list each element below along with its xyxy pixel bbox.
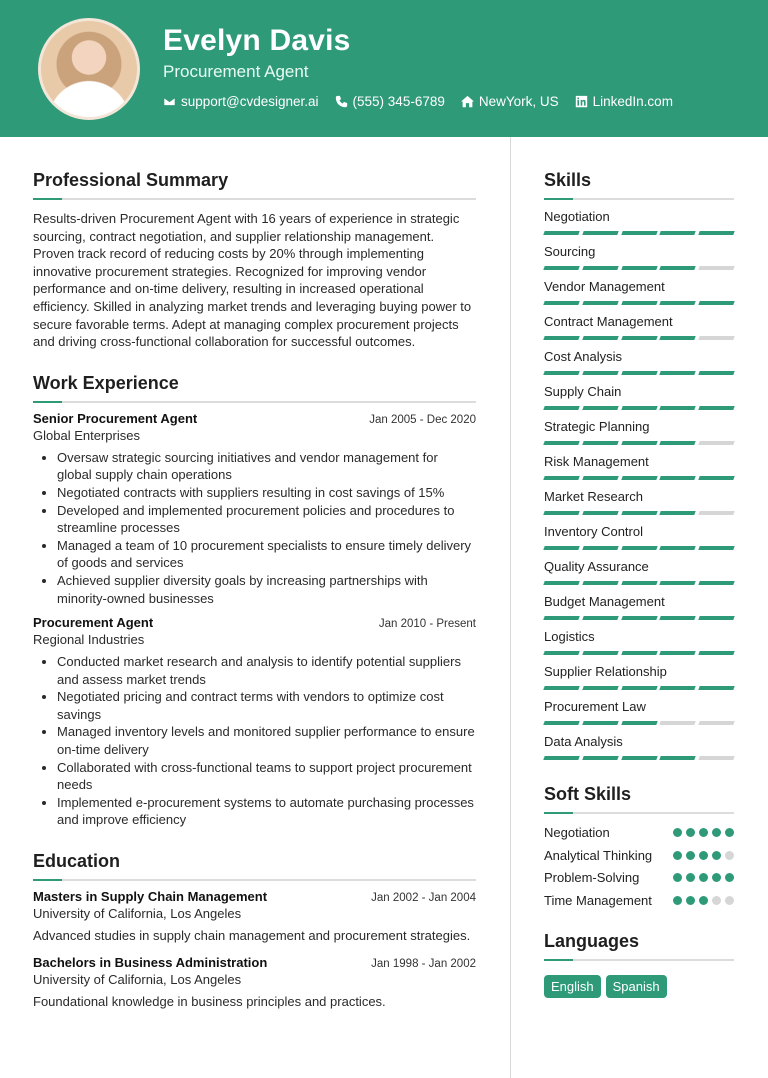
skill-level-segment <box>621 616 657 620</box>
skill-level-bar <box>544 476 734 480</box>
skill-item <box>544 313 734 340</box>
job-header <box>33 411 476 426</box>
skill-name: Budget Management <box>544 594 665 609</box>
skill-level-bar <box>544 336 734 340</box>
contact-location <box>461 94 559 109</box>
contact-email-text: support@cvdesigner.ai <box>181 94 319 109</box>
skill-level-segment <box>660 371 696 375</box>
contact-phone-text: (555) 345-6789 <box>352 94 445 109</box>
soft-skill-item <box>544 869 734 887</box>
rating-dot <box>712 873 721 882</box>
skill-level-segment <box>660 721 696 725</box>
skill-level-segment <box>660 546 696 550</box>
skill-name: Inventory Control <box>544 524 643 539</box>
skill-level-segment <box>621 301 657 305</box>
contact-linkedin[interactable] <box>575 94 673 109</box>
candidate-title: Procurement Agent <box>163 62 309 81</box>
skill-level-bar <box>544 651 734 655</box>
rating-dot <box>686 873 695 882</box>
rating-dot <box>699 828 708 837</box>
summary-section <box>33 168 476 351</box>
skill-level-segment <box>543 581 579 585</box>
skill-level-segment <box>660 581 696 585</box>
sidebar-column <box>544 168 734 998</box>
skill-name: Contract Management <box>544 314 673 329</box>
contact-location-text: NewYork, US <box>478 94 559 109</box>
skill-level-segment <box>660 476 696 480</box>
education-entry <box>33 889 476 945</box>
skill-level-segment <box>698 581 734 585</box>
skill-level-segment <box>582 231 618 235</box>
skill-level-segment <box>543 651 579 655</box>
skill-level-segment <box>660 511 696 515</box>
skill-level-bar <box>544 301 734 305</box>
skill-level-segment <box>698 511 734 515</box>
skill-level-bar <box>544 406 734 410</box>
skill-name: Market Research <box>544 489 643 504</box>
skill-name: Procurement Law <box>544 699 646 714</box>
skill-level-segment <box>621 371 657 375</box>
rating-dot <box>725 896 734 905</box>
skill-name: Logistics <box>544 629 595 644</box>
skill-item <box>544 383 734 410</box>
soft-skill-rating <box>673 896 734 905</box>
skill-level-segment <box>660 756 696 760</box>
education-header <box>33 889 476 904</box>
soft-skill-name: Time Management <box>544 892 652 908</box>
skill-level-segment <box>582 336 618 340</box>
skill-level-segment <box>621 336 657 340</box>
section-rule <box>33 198 476 200</box>
skill-level-segment <box>660 441 696 445</box>
rating-dot <box>673 828 682 837</box>
job-dates: Jan 2005 - Dec 2020 <box>369 413 476 426</box>
skill-level-segment <box>582 721 618 725</box>
skill-level-segment <box>698 756 734 760</box>
section-rule <box>33 879 476 881</box>
skill-item <box>544 348 734 375</box>
skill-level-bar <box>544 616 734 620</box>
soft-skills-section <box>544 782 734 909</box>
skill-level-segment <box>543 266 579 270</box>
skill-name: Supply Chain <box>544 384 622 399</box>
skill-level-bar <box>544 266 734 270</box>
profile-photo <box>38 18 140 120</box>
skill-level-segment <box>621 231 657 235</box>
skill-level-segment <box>582 371 618 375</box>
skill-level-bar <box>544 721 734 725</box>
skills-section <box>544 168 734 760</box>
school-name: University of California, Los Angeles <box>33 971 242 987</box>
job-company: Regional Industries <box>33 632 145 648</box>
skill-level-segment <box>621 476 657 480</box>
language-badge: Spanish <box>606 975 667 998</box>
contact-bar <box>163 94 673 109</box>
skill-level-bar <box>544 756 734 760</box>
skill-level-segment <box>582 406 618 410</box>
education-dates: Jan 1998 - Jan 2002 <box>371 957 476 970</box>
rating-dot <box>699 896 708 905</box>
education-dates: Jan 2002 - Jan 2004 <box>371 892 476 905</box>
skill-level-segment <box>698 441 734 445</box>
skill-level-segment <box>543 476 579 480</box>
rating-dot <box>725 873 734 882</box>
skill-level-segment <box>543 231 579 235</box>
skill-item <box>544 208 734 235</box>
skill-item <box>544 628 734 655</box>
envelope-icon <box>163 95 176 108</box>
job-company: Global Enterprises <box>33 427 140 443</box>
education-list <box>33 889 476 1010</box>
skill-item <box>544 663 734 690</box>
skill-level-bar <box>544 511 734 515</box>
skill-level-segment <box>698 721 734 725</box>
school-name: University of California, Los Angeles <box>33 906 242 922</box>
languages-section <box>544 929 734 998</box>
soft-skill-rating <box>673 873 734 882</box>
skill-level-segment <box>660 406 696 410</box>
skill-level-segment <box>543 301 579 305</box>
soft-skill-list <box>544 824 734 909</box>
skill-level-segment <box>698 336 734 340</box>
soft-skill-item <box>544 847 734 865</box>
skill-item <box>544 523 734 550</box>
rating-dot <box>673 851 682 860</box>
skill-item <box>544 278 734 305</box>
language-list <box>544 975 734 998</box>
section-heading: Soft Skills <box>544 784 632 804</box>
skill-name: Negotiation <box>544 209 610 224</box>
soft-skill-name: Analytical Thinking <box>544 847 653 863</box>
section-heading: Education <box>33 851 121 872</box>
skill-level-segment <box>621 651 657 655</box>
skill-name: Strategic Planning <box>544 419 650 434</box>
column-divider <box>510 137 511 1078</box>
skill-level-segment <box>621 406 657 410</box>
skill-level-bar <box>544 581 734 585</box>
rating-dot <box>712 896 721 905</box>
experience-section <box>33 371 476 829</box>
rating-dot <box>699 873 708 882</box>
skill-level-segment <box>582 476 618 480</box>
contact-phone[interactable] <box>335 94 445 109</box>
skill-level-segment <box>660 651 696 655</box>
skill-level-bar <box>544 441 734 445</box>
skill-level-bar <box>544 371 734 375</box>
section-heading: Work Experience <box>33 372 179 393</box>
job-bullets <box>33 449 476 607</box>
contact-email[interactable] <box>163 94 319 109</box>
skill-item <box>544 243 734 270</box>
section-heading: Professional Summary <box>33 170 229 190</box>
soft-skill-rating <box>673 851 734 860</box>
soft-skill-name: Problem-Solving <box>544 870 640 885</box>
job-bullet: • Oversaw strategic sourcing initiatives and vendor management for global supply chain operations <box>57 449 476 484</box>
skill-level-segment <box>621 756 657 760</box>
skill-level-segment <box>543 546 579 550</box>
skill-name: Cost Analysis <box>544 349 623 364</box>
skill-level-segment <box>582 546 618 550</box>
education-entry <box>33 955 476 1011</box>
skill-level-segment <box>698 231 734 235</box>
skill-level-segment <box>621 686 657 690</box>
skill-level-segment <box>621 511 657 515</box>
job-entry <box>33 411 476 607</box>
skill-item <box>544 453 734 480</box>
skill-level-segment <box>543 371 579 375</box>
skill-level-segment <box>582 301 618 305</box>
section-rule <box>544 198 734 200</box>
soft-skill-item <box>544 892 734 910</box>
skill-name: Supplier Relationship <box>544 664 667 679</box>
rating-dot <box>699 851 708 860</box>
contact-linkedin-text: LinkedIn.com <box>592 94 673 109</box>
job-bullet: • Developed and implemented procurement policies and procedures to streamline processes <box>57 502 476 537</box>
job-bullet: • Managed a team of 10 procurement specialists to ensure timely delivery of goods and services <box>57 537 476 572</box>
skill-item <box>544 418 734 445</box>
skill-level-segment <box>660 336 696 340</box>
job-dates: Jan 2010 - Present <box>378 618 476 631</box>
rating-dot <box>673 873 682 882</box>
job-list <box>33 411 476 829</box>
education-header <box>33 955 476 970</box>
job-header <box>33 615 476 630</box>
skill-level-bar <box>544 546 734 550</box>
skill-level-segment <box>698 616 734 620</box>
skill-item <box>544 698 734 725</box>
skill-level-segment <box>582 266 618 270</box>
section-heading: Skills <box>544 170 592 190</box>
job-bullet: • Collaborated with cross-functional teams to support project procurement needs <box>57 759 476 794</box>
skill-level-segment <box>582 581 618 585</box>
soft-skill-item <box>544 824 734 842</box>
rating-dot <box>712 851 721 860</box>
section-rule <box>544 812 734 814</box>
job-bullets <box>33 653 476 829</box>
job-bullet: • Managed inventory levels and monitored supplier performance to ensure on-time delivery <box>57 723 476 758</box>
skill-item <box>544 733 734 760</box>
job-bullet: • Implemented e-procurement systems to automate purchasing processes and improve efficiency <box>57 794 476 829</box>
skill-level-segment <box>698 301 734 305</box>
education-description: Advanced studies in supply chain management and procurement strategies. <box>33 928 471 944</box>
skill-level-segment <box>660 301 696 305</box>
skill-level-segment <box>660 686 696 690</box>
skill-level-segment <box>543 336 579 340</box>
skill-level-segment <box>698 686 734 690</box>
section-rule <box>33 401 476 403</box>
rating-dot <box>712 828 721 837</box>
skill-level-bar <box>544 231 734 235</box>
skill-level-segment <box>543 756 579 760</box>
rating-dot <box>673 896 682 905</box>
skill-level-segment <box>698 651 734 655</box>
skill-level-segment <box>621 441 657 445</box>
job-title: Senior Procurement Agent <box>33 410 198 426</box>
skill-item <box>544 593 734 620</box>
language-badge: English <box>544 975 601 998</box>
candidate-name: Evelyn Davis <box>163 24 351 57</box>
skill-name: Sourcing <box>544 244 596 259</box>
phone-icon <box>335 95 348 108</box>
skill-level-segment <box>660 616 696 620</box>
skill-level-segment <box>621 721 657 725</box>
skill-level-segment <box>582 511 618 515</box>
skill-level-segment <box>582 616 618 620</box>
rating-dot <box>725 851 734 860</box>
skill-item <box>544 558 734 585</box>
job-bullet: • Negotiated pricing and contract terms with vendors to optimize cost savings <box>57 688 476 723</box>
section-heading: Languages <box>544 931 640 951</box>
degree-title: Bachelors in Business Administration <box>33 954 268 970</box>
skill-level-segment <box>582 441 618 445</box>
skill-name: Quality Assurance <box>544 559 649 574</box>
skill-level-segment <box>660 266 696 270</box>
job-bullet: • Conducted market research and analysis to identify potential suppliers and assess market trends <box>57 653 476 688</box>
skill-level-segment <box>621 266 657 270</box>
skill-level-segment <box>582 686 618 690</box>
skill-name: Vendor Management <box>544 279 665 294</box>
skill-level-segment <box>660 231 696 235</box>
section-rule <box>544 959 734 961</box>
skill-level-segment <box>582 651 618 655</box>
skill-level-segment <box>582 756 618 760</box>
summary-text: Results-driven Procurement Agent with 16 years of experience in strategic sourcing, contract negotiation, and supplier relationship management. Proven track record of reducing costs by 20% through implementing innovative procurement strategies. Recognized for improving vendor performance and on-time delivery, resulting in increased operational efficiency. Skilled in analyzing market trends and leveraging buying power to secure favorable terms. Adept at managing complex procurement projects and driving cross-functional collaboration for successful outcomes. <box>33 211 472 350</box>
degree-title: Masters in Supply Chain Management <box>33 889 268 905</box>
skill-level-segment <box>543 441 579 445</box>
skill-level-segment <box>543 616 579 620</box>
skill-level-segment <box>698 476 734 480</box>
skill-level-segment <box>543 406 579 410</box>
rating-dot <box>686 828 695 837</box>
skill-level-segment <box>698 406 734 410</box>
job-bullet: • Negotiated contracts with suppliers resulting in cost savings of 15% <box>57 484 476 502</box>
soft-skill-name: Negotiation <box>544 825 610 840</box>
home-icon <box>461 95 474 108</box>
education-description: Foundational knowledge in business principles and practices. <box>33 993 386 1009</box>
job-title: Procurement Agent <box>33 615 154 631</box>
soft-skill-rating <box>673 828 734 837</box>
skill-level-segment <box>621 581 657 585</box>
main-column <box>33 168 476 1010</box>
skill-level-segment <box>698 546 734 550</box>
linkedin-icon <box>575 95 588 108</box>
job-entry <box>33 615 476 829</box>
resume-header <box>0 0 768 137</box>
rating-dot <box>725 828 734 837</box>
skill-level-segment <box>543 511 579 515</box>
skill-name: Data Analysis <box>544 734 623 749</box>
job-bullet: • Achieved supplier diversity goals by increasing partnerships with minority-owned businesses <box>57 572 476 607</box>
skill-level-bar <box>544 686 734 690</box>
skill-level-segment <box>698 371 734 375</box>
skill-level-segment <box>543 686 579 690</box>
rating-dot <box>686 896 695 905</box>
skill-level-segment <box>621 546 657 550</box>
skill-level-segment <box>698 266 734 270</box>
skill-list <box>544 208 734 760</box>
skill-level-segment <box>543 721 579 725</box>
education-section <box>33 849 476 1010</box>
skill-item <box>544 488 734 515</box>
skill-name: Risk Management <box>544 454 649 469</box>
rating-dot <box>686 851 695 860</box>
